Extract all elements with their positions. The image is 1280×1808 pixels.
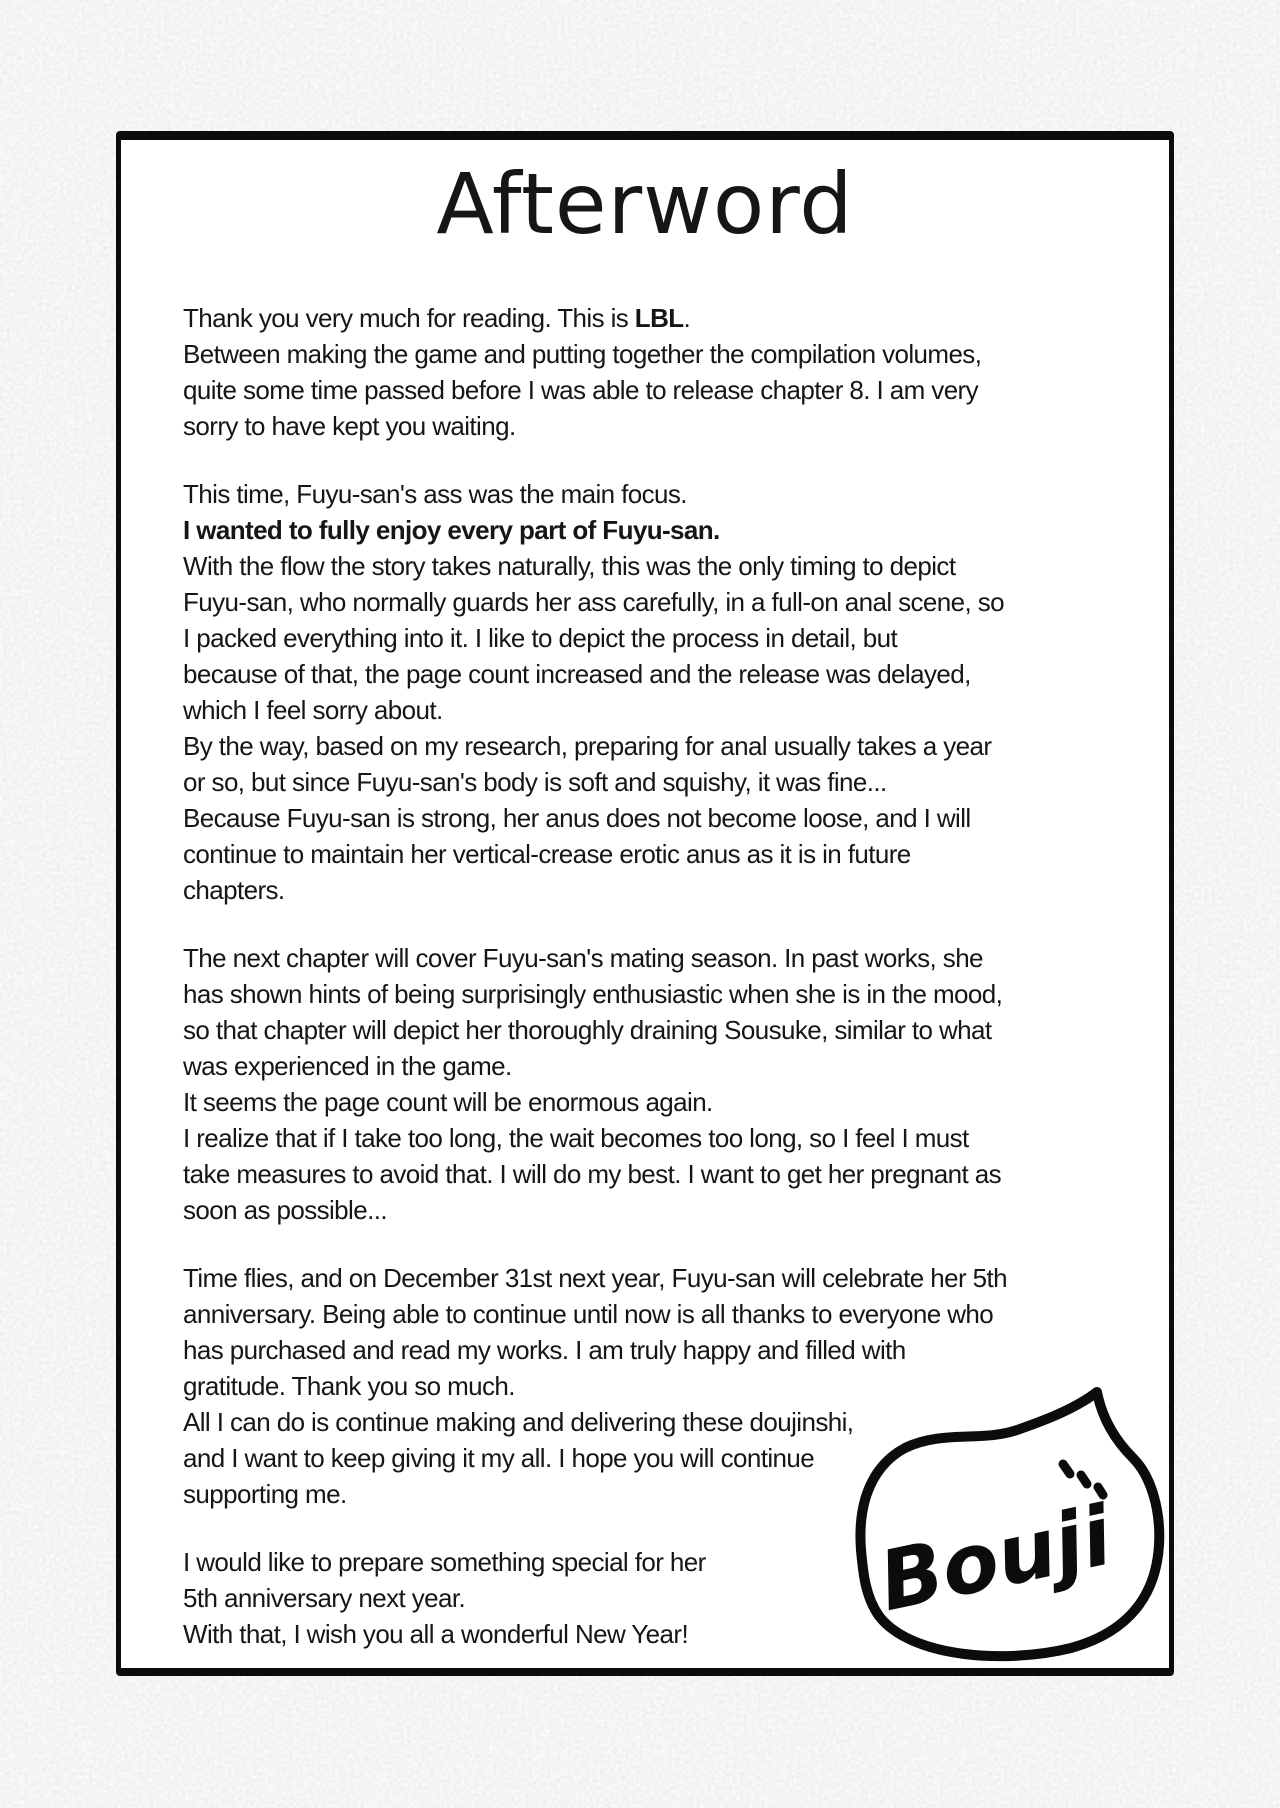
body-line: was experienced in the game. [183,1051,512,1081]
body-line: With that, I wish you all a wonderful New Year! [183,1619,689,1649]
body-line: The next chapter will cover Fuyu-san's mating season. In past works, she [183,943,983,973]
body-line: I would like to prepare something special for her [183,1547,706,1577]
body-line: and I want to keep giving it my all. I hope you will continue [183,1443,815,1473]
body-line: By the way, based on my research, preparing for anal usually takes a year [183,731,992,761]
body-line: take measures to avoid that. I will do my best. I want to get her pregnant as [183,1159,1002,1189]
body-line: anniversary. Being able to continue until now is all thanks to everyone who [183,1299,994,1329]
body-line: which I feel sorry about. [183,695,443,725]
body-line: With the flow the story takes naturally, this was the only timing to depict [183,551,956,581]
body-line: Time flies, and on December 31st next year, Fuyu-san will celebrate her 5th [183,1263,1008,1293]
body-line: It seems the page count will be enormous again. [183,1087,713,1117]
body-line: or so, but since Fuyu-san's body is soft and squishy, it was fine... [183,767,887,797]
body-line: supporting me. [183,1479,347,1509]
body-line: 5th anniversary next year. [183,1583,466,1613]
paragraph [183,940,1163,1228]
body-line: continue to maintain her vertical-crease erotic anus as it is in future [183,839,911,869]
body-line: has shown hints of being surprisingly enthusiastic when she is in the mood, [183,979,1003,1009]
paragraph [183,300,1163,444]
body-line: All I can do is continue making and delivering these doujinshi, [183,1407,854,1437]
body-line: gratitude. Thank you so much. [183,1371,515,1401]
afterword-panel [116,131,1174,1676]
body-line: quite some time passed before I was able to release chapter 8. I am very [183,375,979,405]
body-line: sorry to have kept you waiting. [183,411,516,441]
body-line: soon as possible... [183,1195,387,1225]
signature-doodle [831,1380,1166,1665]
body-line: because of that, the page count increased and the release was delayed, [183,659,971,689]
body-line: chapters. [183,875,285,905]
body-line: I packed everything into it. I like to depict the process in detail, but [183,623,898,653]
body-line: This time, Fuyu-san's ass was the main focus. [183,479,687,509]
body-line: so that chapter will depict her thoroughly draining Sousuke, similar to what [183,1015,992,1045]
body-line: Because Fuyu-san is strong, her anus does not become loose, and I will [183,803,971,833]
page-title: Afterword [436,155,854,253]
body-line: Thank you very much for reading. This is LBL. [183,303,691,333]
signature-text: Bouji [871,1488,1120,1631]
body-line: Between making the game and putting together the compilation volumes, [183,339,982,369]
body-line: has purchased and read my works. I am truly happy and filled with [183,1335,906,1365]
body-line: Fuyu-san, who normally guards her ass carefully, in a full-on anal scene, so [183,587,1005,617]
paragraph [183,476,1163,908]
body-line: I realize that if I take too long, the wait becomes too long, so I feel I must [183,1123,969,1153]
body-line: I wanted to fully enjoy every part of Fuyu-san. [183,515,720,545]
